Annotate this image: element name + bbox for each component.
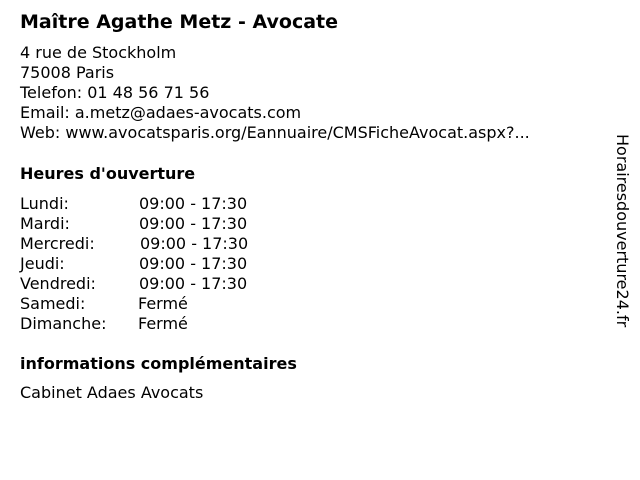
hours-value: Fermé: [138, 314, 188, 333]
hours-row-thursday: [20, 254, 420, 274]
hours-value: 09:00 - 17:30: [139, 274, 248, 293]
hours-row-monday: [20, 194, 420, 214]
info-text: Cabinet Adaes Avocats: [20, 383, 204, 402]
day-label: Vendredi:: [20, 274, 96, 293]
hours-row-tuesday: [20, 214, 420, 234]
phone-link[interactable]: 01 48 56 71 56: [87, 83, 210, 102]
web-label: Web:: [20, 123, 61, 142]
hours-heading: Heures d'ouverture: [20, 164, 196, 183]
day-label: Dimanche:: [20, 314, 107, 333]
day-label: Samedi:: [20, 294, 86, 313]
hours-row-sunday: [20, 314, 420, 334]
email-label: Email:: [20, 103, 70, 122]
email-line: [20, 103, 530, 123]
hours-table: [20, 194, 420, 334]
web-line: [20, 123, 530, 143]
hours-row-friday: [20, 274, 420, 294]
hours-row-wednesday: [20, 234, 420, 254]
day-label: Mercredi:: [20, 234, 95, 253]
page-title: Maître Agathe Metz - Avocate: [20, 11, 338, 33]
hours-value: 09:00 - 17:30: [139, 194, 248, 213]
hours-value: 09:00 - 17:30: [139, 214, 248, 233]
city-postcode: 75008 Paris: [20, 63, 115, 82]
contact-block: [20, 43, 530, 143]
hours-row-saturday: [20, 294, 420, 314]
street-address: 4 rue de Stockholm: [20, 43, 177, 62]
hours-value: 09:00 - 17:30: [140, 234, 249, 253]
hours-value: 09:00 - 17:30: [139, 254, 248, 273]
info-heading: informations complémentaires: [20, 354, 297, 373]
phone-label: Telefon:: [20, 83, 83, 102]
day-label: Jeudi:: [20, 254, 65, 273]
email-link[interactable]: a.metz@adaes-avocats.com: [74, 103, 302, 122]
site-brand-vertical: Horairesdouverture24.fr: [613, 134, 632, 328]
hours-value: Fermé: [138, 294, 188, 313]
day-label: Mardi:: [20, 214, 70, 233]
phone-line: [20, 83, 530, 103]
day-label: Lundi:: [20, 194, 69, 213]
web-link[interactable]: www.avocatsparis.org/Eannuaire/CMSFicheAvocat.aspx?...: [65, 123, 530, 142]
